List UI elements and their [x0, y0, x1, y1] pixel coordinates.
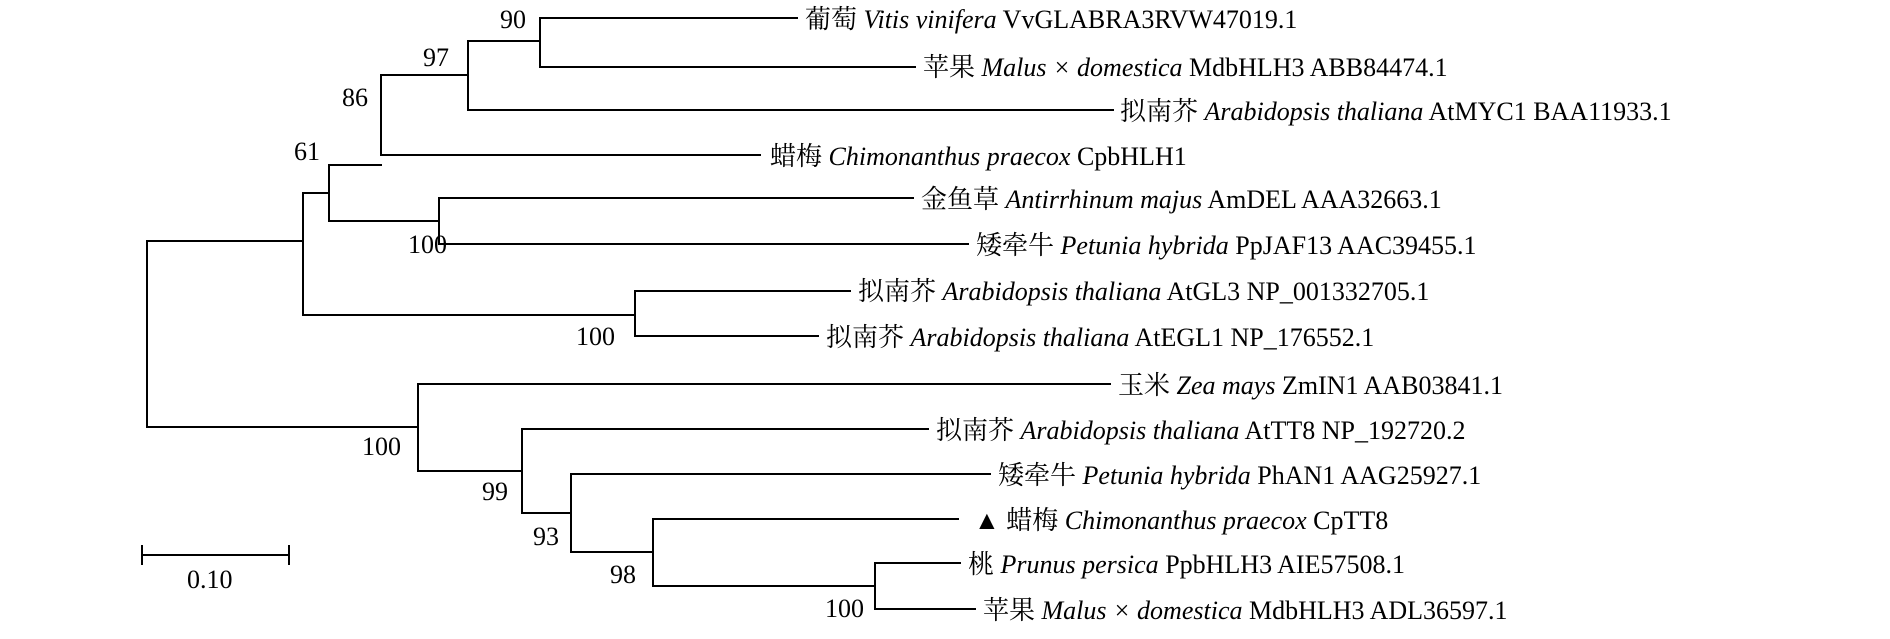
bootstrap-value: 100 — [825, 594, 864, 623]
branch-clade-100-prunus — [875, 563, 975, 609]
bootstrap-value: 99 — [482, 477, 508, 506]
tree-branches — [147, 18, 1113, 609]
branch-root — [147, 241, 418, 427]
bootstrap-value: 100 — [576, 322, 615, 351]
branch-clade-99 — [522, 429, 928, 513]
taxon-label: 玉米 Zea mays ZmIN1 AAB03841.1 — [1118, 371, 1503, 400]
taxon-label: 葡萄 Vitis vinifera VvGLABRA3RVW47019.1 — [805, 5, 1298, 34]
taxon-label: 桃 Prunus persica PpbHLH3 AIE57508.1 — [968, 550, 1405, 579]
taxon-label: 苹果 Malus × domestica MdbHLH3 ADL36597.1 — [983, 596, 1508, 625]
scale-bar — [142, 546, 289, 594]
bootstrap-value: 61 — [294, 137, 320, 166]
bootstrap-value: 97 — [423, 43, 449, 72]
branch-upper-clade — [303, 193, 635, 315]
branch-clade-100-amdel — [439, 198, 968, 244]
bootstrap-value: 90 — [500, 5, 526, 34]
taxon-label: 矮牵牛 Petunia hybrida PpJAF13 AAC39455.1 — [976, 231, 1477, 260]
bootstrap-value: 98 — [610, 560, 636, 589]
taxon-label: 金鱼草 Antirrhinum majus AmDEL AAA32663.1 — [921, 185, 1442, 214]
triangle-marker-icon: ▲ — [974, 506, 1000, 535]
taxon-label: 蜡梅 Chimonanthus praecox CpbHLH1 — [770, 142, 1187, 171]
bootstrap-value: 86 — [342, 83, 368, 112]
branch-clade-86 — [381, 75, 760, 155]
scale-bar-line — [142, 546, 289, 564]
branch-clade-98 — [653, 519, 958, 586]
taxon-label: 拟南芥 Arabidopsis thaliana AtMYC1 BAA11933.1 — [1120, 97, 1672, 126]
taxon-label: 苹果 Malus × domestica MdbHLH3 ABB84474.1 — [923, 53, 1448, 82]
taxon-label: 拟南芥 Arabidopsis thaliana AtEGL1 NP_176552.1 — [826, 323, 1375, 352]
taxon-label-highlighted: ▲ 蜡梅 Chimonanthus praecox CpTT8 — [974, 506, 1389, 535]
bootstrap-value: 100 — [408, 230, 447, 259]
branch-clade-61 — [329, 165, 439, 221]
taxon-labels — [770, 5, 1672, 625]
taxon-label: 拟南芥 Arabidopsis thaliana AtGL3 NP_001332705.1 — [858, 277, 1430, 306]
scale-bar-label: 0.10 — [187, 565, 233, 594]
bootstrap-value: 100 — [362, 432, 401, 461]
branch-clade-100-atgl3 — [635, 291, 850, 336]
taxon-label: 矮牵牛 Petunia hybrida PhAN1 AAG25927.1 — [998, 461, 1482, 490]
branch-clade-93 — [571, 474, 990, 552]
taxon-label: 拟南芥 Arabidopsis thaliana AtTT8 NP_192720.2 — [936, 416, 1466, 445]
bootstrap-value: 93 — [533, 522, 559, 551]
